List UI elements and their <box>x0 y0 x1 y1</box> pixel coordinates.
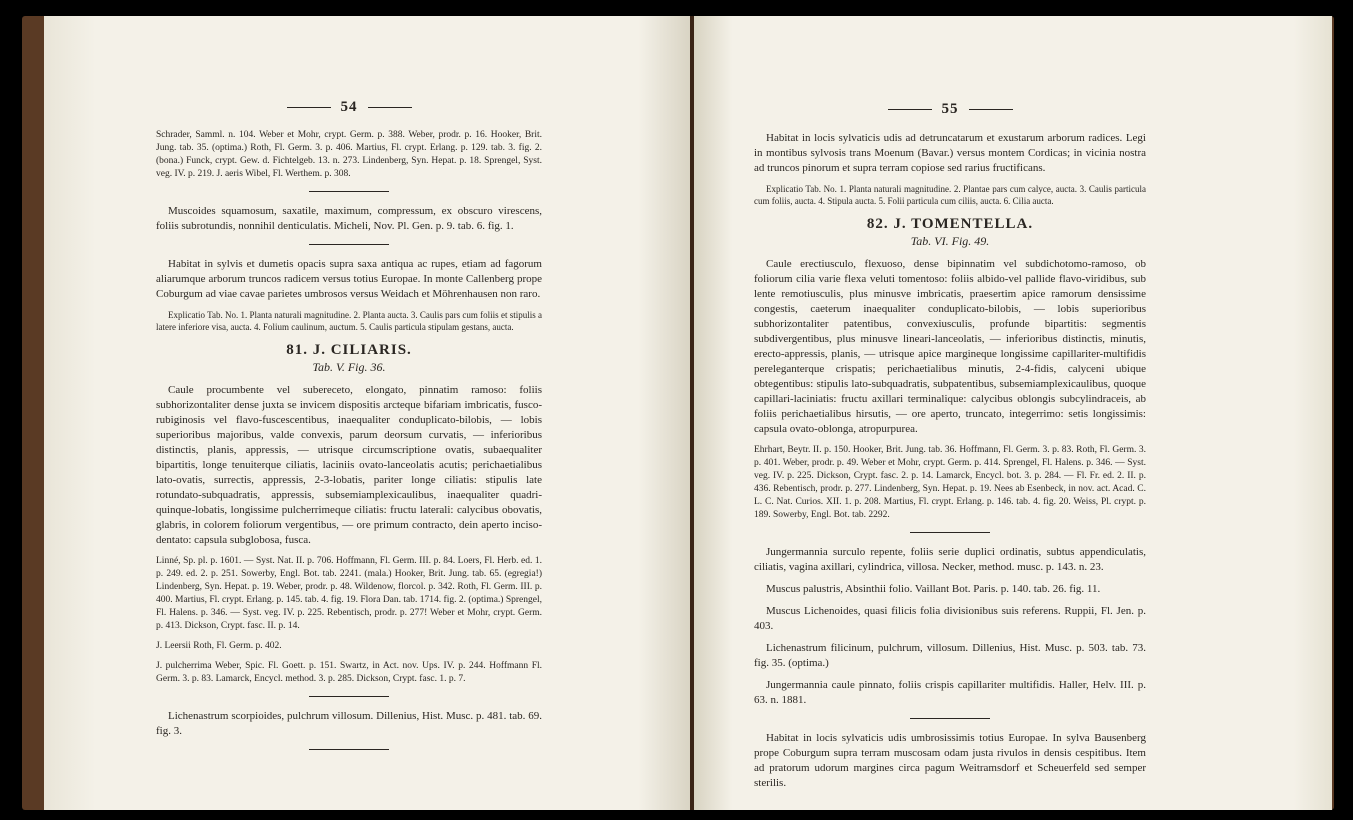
left-muscoides: Muscoides squamosum, saxatile, maximum, compressum, ex obscuro virescens, foliis subrotundis, nonnihil denticulatis. Micheli, Nov. Pl. Gen. p. 9. tab. 6. fig. 1. <box>156 205 542 232</box>
right-explicatio: Explicatio Tab. No. 1. Planta naturali magnitudine. 2. Plantae pars cum calyce, aucta. 3. Caulis particula cum foliis, aucta. 4. Stipula aucta. 5. Folii particula cum ciliis, aucta. 6. Cilia aucta. <box>754 184 1146 206</box>
right-muscus-1: Muscus palustris, Absinthii folio. Vaillant Bot. Paris. p. 140. tab. 26. fig. 11. <box>766 583 1101 595</box>
right-refs: Ehrhart, Beytr. II. p. 150. Hooker, Brit. Jung. tab. 36. Hoffmann, Fl. Germ. 3. p. 83. Roth, Fl. Germ. 3. p. 401. Weber, prodr. p. 49. Weber et Mohr, crypt. Germ. p. 414. Sprengel, Fl. Halens. p. 346. — Syst. veg. IV. p. 225. Dickson, Crypt. fasc. 2. p. 14. Lamarck, Encycl. bot. 3. p. 284. — Fl. Fr. ed. 2. II. p. 436. Rebentisch, prodr. p. 277. Lindenberg, Syn. Hepat. p. 19. Nees ab Esenbeck, in nov. act. Acad. C. L. C. Nat. Curios. XII. 1. p. 208. Martius, Fl. crypt. Erlang. p. 146. tab. 4. fig. 20. Weiss, Pl. crypt. p. 189. Sowerby, Engl. Bot. tab. 2292. <box>754 445 1146 520</box>
divider <box>309 244 389 245</box>
right-jungermannia-2: Jungermannia caule pinnato, foliis crispis capillariter multifidis. Haller, Helv. III. p. 63. n. 1881. <box>754 679 1146 706</box>
book-scan <box>22 16 1334 810</box>
right-lichenastrum: Lichenastrum filicinum, pulchrum, villosum. Dillenius, Hist. Musc. p. 503. tab. 73. fig. 35. (optima.) <box>754 642 1146 669</box>
divider <box>309 749 389 750</box>
species-title-tomentella: 82. J. TOMENTELLA. <box>866 216 1034 232</box>
divider <box>309 696 389 697</box>
left-page-content <box>156 100 542 762</box>
left-ref-pulcherrima: J. pulcherrima Weber, Spic. Fl. Goett. p. 151. Swartz, in Act. nov. Ups. IV. p. 244. Hoffmann Fl. Germ. 3. p. 83. Lamarck, Encycl. method. 3. p. 285. Dickson, Crypt. fasc. 1. p. 7. <box>156 661 542 684</box>
species-title-ciliaris: 81. J. CILIARIS. <box>286 342 412 358</box>
left-description: Caule procumbente vel subereceto, elongato, pinnatim ramoso: foliis subhorizontaliter dense juxta se invicem dispositis arcteque bifariam imbricatis, fusco-rubiginosis vel flavo-fuscescentibus, inaequaliter conduplicato-bilobis, — lobis superioribus majoribus, valde convexis, parum deorsum curvatis, — inferioribus distinctis, planis, appressis, — utrisque circumscriptione ovatis, subaequaliter bipartitis, longe tenuiterque ciliatis, laciniis ovato-lanceolatis acutis; perichaetialibus lato-ovatis, surrectis, appressis, 2-3-lobatis, pariter longe ciliatis: stipulis late rotundato-subquadratis, appressis, subsemiamplexicaulibus, inaequaliter quadri-quinque-lobatis, longissime pulcherrimeque ciliatis: fructu laterali: calycibus obovatis, glabris, in colorem foliorum vergentibus, — ore primum contracto, dein aperto inciso-dentato: capsula subglobosa, fusca. <box>156 384 542 546</box>
left-explicatio: Explicatio Tab. No. 1. Planta naturali magnitudine. 2. Planta aucta. 3. Caulis pars cum foliis et stipulis a latere inferiore visa, aucta. 4. Folium caulinum, auctum. 5. Caulis particula stipulam gestans, aucta. <box>156 310 542 332</box>
right-muscus-2: Muscus Lichenoides, quasi filicis folia divisionibus suis referens. Ruppii, Fl. Jen. p. 403. <box>754 605 1146 632</box>
left-page-number: 54 <box>156 100 542 115</box>
right-habitat-2: Habitat in locis sylvaticis udis umbrosissimis totius Europae. In sylva Bausenberg prope Coburgum supra terram muscosam odam justa rivulos in densis cespitibus. Item ad pratorum udorum margines circa pagum Weitramsdorf et Scheuerfeld sed semper sterilis. <box>754 732 1146 789</box>
right-habitat: Habitat in locis sylvaticis udis ad detruncatarum et exustarum arborum radices. Legi in montibus sylvosis trans Moenum (Bavar.) versus montem Cordicas; in vicinia nostra ad truncos pinorum et supra terram copiose sed rarius fructificans. <box>754 132 1146 174</box>
right-tab-reference: Tab. VI. Fig. 49. <box>910 234 990 248</box>
right-page-number: 55 <box>754 102 1146 117</box>
left-tab-reference: Tab. V. Fig. 36. <box>312 360 386 374</box>
left-ref-leersii: J. Leersii Roth, Fl. Germ. p. 402. <box>156 641 282 651</box>
left-refs-main: Linné, Sp. pl. p. 1601. — Syst. Nat. II. p. 706. Hoffmann, Fl. Germ. III. p. 84. Loers, Fl. Herb. ed. 1. p. 249. ed. 2. p. 251. Sowerby, Engl. Bot. tab. 2241. (mala.) Hooker, Brit. Jung. tab. 65. (egregia!) Lindenberg, Syn. Hepat. p. 19. Weber, prodr. p. 48. Wildenow, florcol. p. 342. Roth, Fl. Germ. III. p. 400. Martius, Fl. crypt. Erlang. p. 145. tab. 4. fig. 19. Flora Dan. tab. 1714. fig. 2. (optima.) Sprengel, Fl. Halens. p. 346. — Syst. veg. IV. p. 225. Rebentisch, prodr. p. 277! Weber et Mohr, crypt. Germ. p. 413. Dickson, Crypt. fasc. II. p. 14. <box>156 556 542 631</box>
divider <box>309 191 389 192</box>
left-lichenastrum: Lichenastrum scorpioides, pulchrum villosum. Dillenius, Hist. Musc. p. 481. tab. 69. fig. 3. <box>156 710 542 737</box>
left-habitat: Habitat in sylvis et dumetis opacis supra saxa antiqua ac rupes, etiam ad fagorum aliarumque arborum truncos radicem versus totius Europae. In monte Callenberg prope Coburgum ad viae cavae parietes umbrosos versus Weidach et Möhrenhausen non raro. <box>156 258 542 300</box>
left-refs-top: Schrader, Samml. n. 104. Weber et Mohr, crypt. Germ. p. 388. Weber, prodr. p. 16. Hooker, Brit. Jung. tab. 35. (optima.) Roth, Fl. Germ. 3. p. 406. Martius, Fl. crypt. Erlang. p. 129. tab. 3. fig. 2. (bona.) Funck, crypt. Gew. d. Fichtelgeb. 13. n. 273. Lindenberg, Syn. Hepat. p. 18. Sprengel, Syst. veg. IV. p. 219. J. aeris Wibel, Fl. Werthem. p. 308. <box>156 130 542 179</box>
divider <box>910 532 990 533</box>
right-jungermannia-1: Jungermannia surculo repente, foliis serie duplici ordinatis, subtus appendiculatis, ciliatis, vagina axillari, cylindrica, villosa. Necker, method. musc. p. 143. n. 23. <box>754 546 1146 573</box>
divider <box>910 718 990 719</box>
right-page <box>694 16 1332 810</box>
right-page-content <box>754 102 1146 798</box>
right-description: Caule erectiusculo, flexuoso, dense bipinnatim vel subdichotomo-ramoso, ob foliorum cilia varie flexa veluti tomentoso: foliis albido-vel pallide flavo-viridibus, sub lente remotiusculis, plus minusve imbricatis, praesertim apice ramorum densissime congestis, caeterum inaequaliter conduplicato-bilobis, — lobis superioribus subhorizontaliter patentibus, convexiusculis, profunde bipartitis: segmentis subdivergentibus, plus minusve lineari-lanceolatis, — inferioribus distinctis, minutis, erecto-appressis, planis, — utrisque apice margineque longissime capillariter-multifidis pereleganterque crispatis; perichaetialibus minutis, 2-4-fidis, calyceni ubique obtegentibus: stipulis lato-subquadratis, subpatentibus, subsemiamplexicaulibus, quoque capillari-laciniatis: fructu axillari terminalique: calycibus oblongis subcylindraceis, ab foliis perichaetialibus hirsutis, — ore aperto, truncato, integerrimo: setis longissimis: capsula ovato-oblonga, atropurpurea. <box>754 258 1146 435</box>
left-page <box>44 16 690 810</box>
